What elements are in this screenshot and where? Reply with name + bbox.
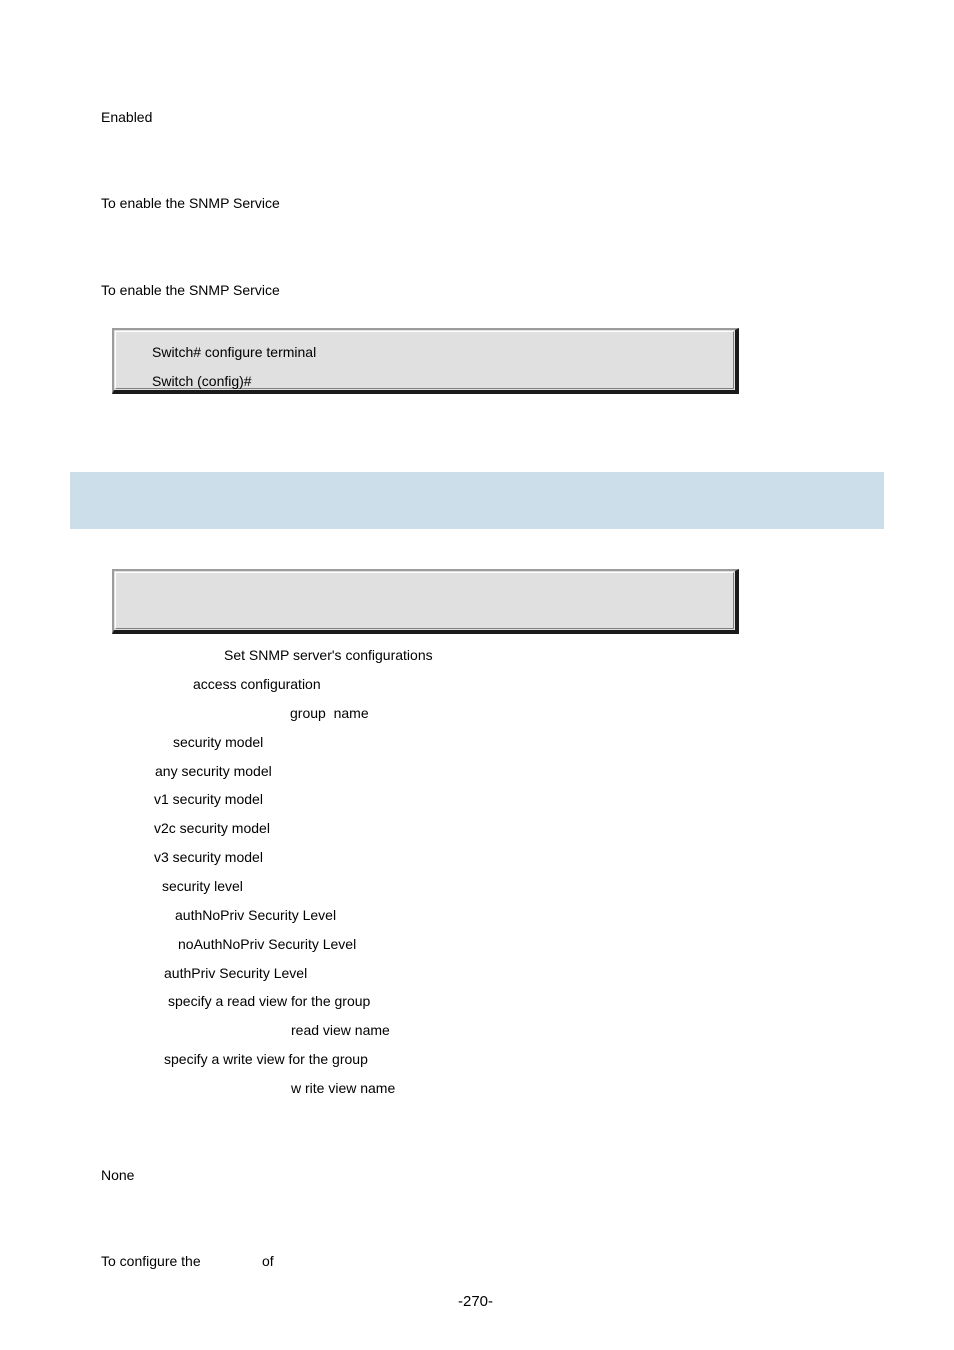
usage-guide-2-start: To configure the [101, 1253, 201, 1269]
param-desc: read view name [291, 1022, 390, 1038]
param-desc: security level [162, 878, 243, 894]
example-code-box [112, 328, 739, 394]
param-desc: any security model [155, 763, 272, 779]
param-desc: w rite view name [291, 1080, 396, 1096]
code-line: Switch (config)# [152, 373, 252, 389]
param-desc: access configuration [193, 676, 321, 692]
param-desc: v2c security model [154, 820, 270, 836]
default-value-2: None [101, 1167, 135, 1183]
param-desc: authPriv Security Level [164, 965, 308, 981]
param-desc: v1 security model [154, 791, 263, 807]
param-desc: Set SNMP server's configurations [224, 647, 433, 663]
param-desc: security model [173, 734, 264, 750]
param-desc: group name [290, 705, 369, 721]
section-heading-band [70, 472, 884, 529]
default-value: Enabled [101, 109, 153, 125]
syntax-code-box [112, 569, 739, 634]
code-line: Switch# configure terminal [152, 344, 317, 360]
param-desc: v3 security model [154, 849, 263, 865]
usage-guide-2-end: of [262, 1253, 274, 1269]
param-desc: specify a write view for the group [164, 1051, 368, 1067]
usage-guide: To enable the SNMP Service [101, 195, 280, 211]
param-desc: authNoPriv Security Level [175, 907, 337, 923]
page-number: -270- [458, 1293, 494, 1310]
example-description: To enable the SNMP Service [101, 282, 280, 298]
param-desc: specify a read view for the group [168, 993, 371, 1009]
param-desc: noAuthNoPriv Security Level [178, 936, 357, 952]
